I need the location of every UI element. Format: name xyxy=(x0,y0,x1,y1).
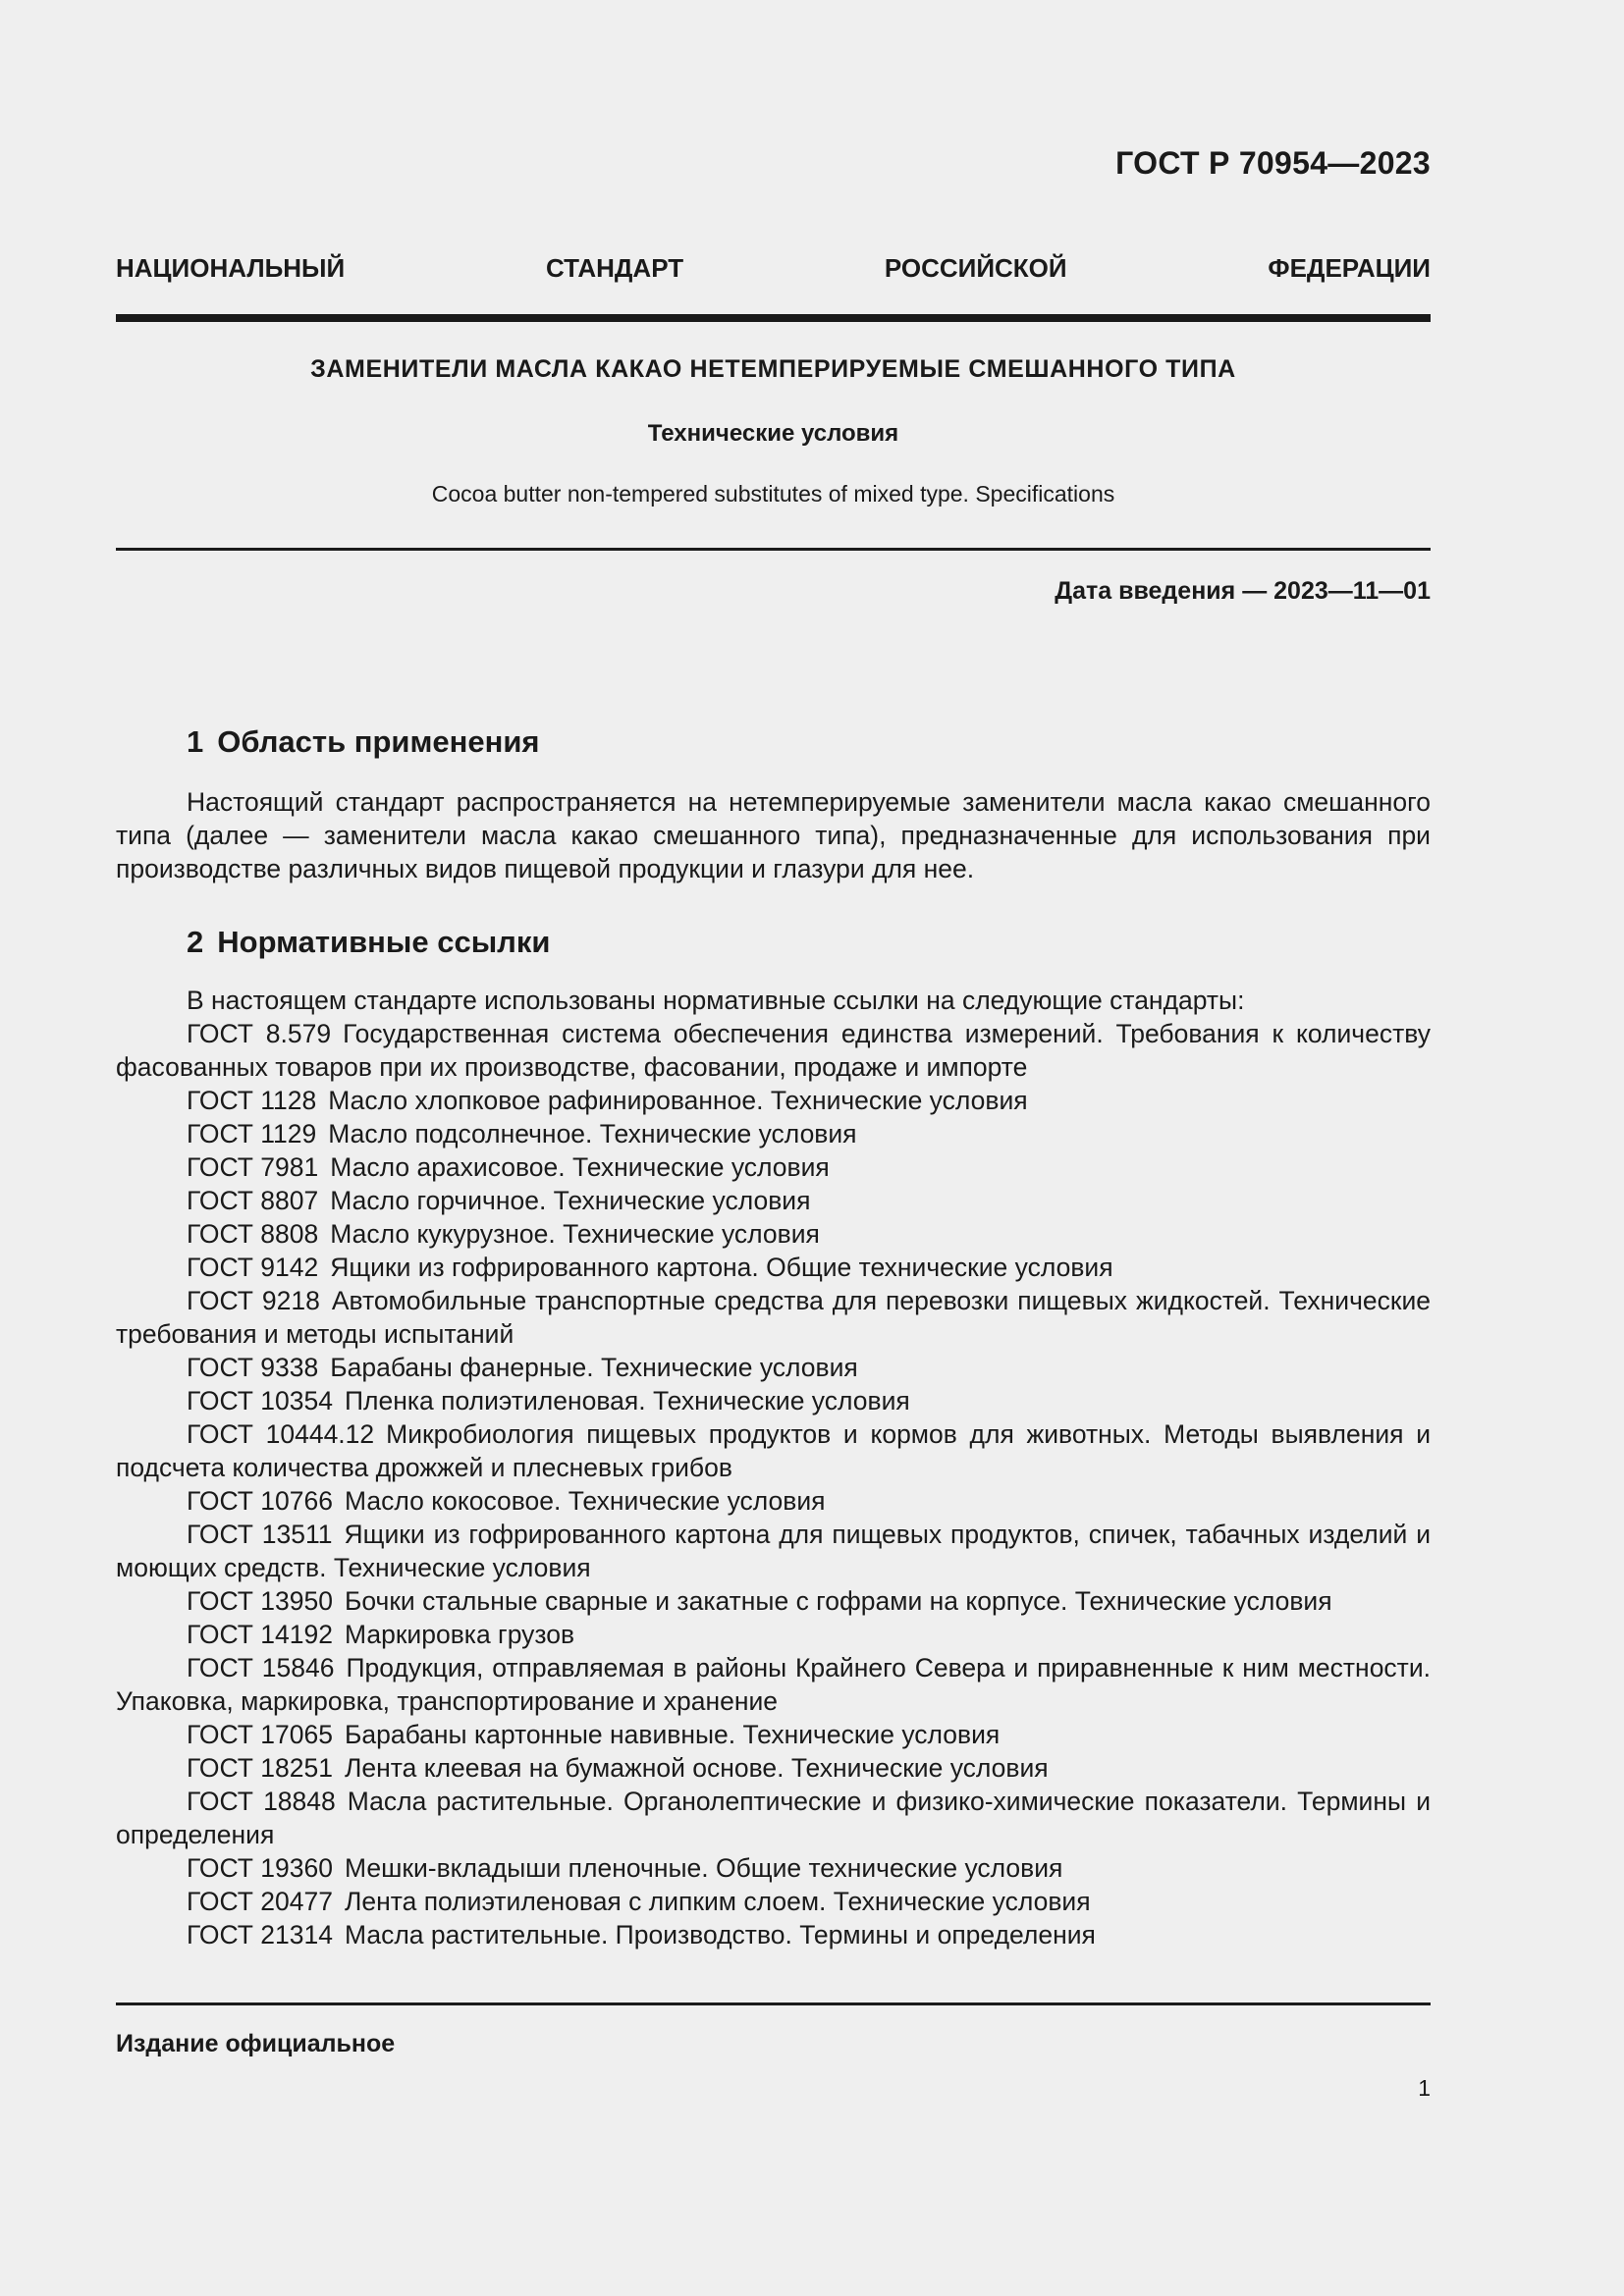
reference-item xyxy=(116,1618,1431,1651)
reference-item xyxy=(116,1885,1431,1918)
reference-title: Ящики из гофрированного картона для пищевых продуктов, спичек, табачных изделий и моющих средств. Технические условия xyxy=(116,1520,1431,1582)
reference-title: Масло арахисовое. Технические условия xyxy=(330,1152,830,1182)
reference-code: ГОСТ 14192 xyxy=(187,1620,333,1649)
reference-item xyxy=(116,1117,1431,1150)
reference-code: ГОСТ 9142 xyxy=(187,1253,319,1282)
reference-item xyxy=(116,1918,1431,1951)
national-standard-text: НАЦИОНАЛЬНЫЙ СТАНДАРТ РОССИЙСКОЙ ФЕДЕРАЦИИ xyxy=(116,253,1431,283)
reference-code: ГОСТ 15846 xyxy=(187,1653,335,1682)
section-paragraph: Настоящий стандарт распространяется на нетемперируемые заменители масла какао смешанного типа (далее — заменители масла какао смешанного типа), предназначенные для использования при производстве различных видов пищевой продукции и глазури для нее. xyxy=(116,787,1431,883)
reference-code: ГОСТ 1128 xyxy=(187,1086,317,1115)
reference-code: ГОСТ 17065 xyxy=(187,1720,333,1749)
section-title xyxy=(116,925,1431,960)
reference-item xyxy=(116,1084,1431,1117)
reference-list xyxy=(116,1017,1431,1951)
reference-item xyxy=(116,1150,1431,1184)
reference-item xyxy=(116,1284,1431,1351)
reference-item xyxy=(116,1217,1431,1251)
reference-item xyxy=(116,1017,1431,1084)
reference-item xyxy=(116,1584,1431,1618)
reference-title: Пленка полиэтиленовая. Технические условия xyxy=(344,1386,910,1415)
document-english-title: Cocoa butter non-tempered substitutes of mixed type. Specifications xyxy=(431,481,1115,507)
introduction-date: Дата введения — 2023—11—01 xyxy=(1055,577,1431,605)
reference-item xyxy=(116,1251,1431,1284)
document-subtitle: Технические условия xyxy=(647,420,899,447)
reference-item xyxy=(116,1651,1431,1718)
reference-title: Масло горчичное. Технические условия xyxy=(330,1186,811,1215)
reference-title: Масло кокосовое. Технические условия xyxy=(344,1486,826,1516)
title-rule xyxy=(116,548,1431,551)
section-intro: В настоящем стандарте использованы нормативные ссылки на следующие стандарты: xyxy=(187,986,1245,1015)
reference-item xyxy=(116,1484,1431,1518)
section-scope xyxy=(116,724,1431,885)
national-standard-heading xyxy=(116,253,1431,284)
reference-code: ГОСТ 8808 xyxy=(187,1219,319,1249)
reference-title: Масло кукурузное. Технические условия xyxy=(330,1219,820,1249)
reference-code: ГОСТ 10354 xyxy=(187,1386,333,1415)
document-page xyxy=(116,0,1431,2296)
reference-code: ГОСТ 8807 xyxy=(187,1186,319,1215)
reference-title: Государственная система обеспечения единства измерений. Требования к количеству фасованных товаров при их производстве, фасовании, продаже и импорте xyxy=(116,1019,1431,1082)
section-title xyxy=(116,724,1431,760)
reference-code: ГОСТ 18848 xyxy=(187,1787,336,1816)
reference-title: Ящики из гофрированного картона. Общие технические условия xyxy=(330,1253,1113,1282)
section-title-text: Область применения xyxy=(217,724,540,759)
reference-code: ГОСТ 13511 xyxy=(187,1520,333,1549)
reference-code: ГОСТ 8.579 xyxy=(187,1019,332,1048)
reference-item xyxy=(116,1417,1431,1484)
reference-code: ГОСТ 10766 xyxy=(187,1486,333,1516)
header-rule xyxy=(116,314,1431,322)
reference-code: ГОСТ 21314 xyxy=(187,1920,333,1949)
reference-code: ГОСТ 10444.12 xyxy=(187,1419,375,1449)
reference-item xyxy=(116,1851,1431,1885)
reference-item xyxy=(116,1785,1431,1851)
reference-item xyxy=(116,1184,1431,1217)
reference-code: ГОСТ 9218 xyxy=(187,1286,320,1315)
section-normative-references xyxy=(116,925,1431,1951)
reference-title: Масла растительные. Производство. Термины и определения xyxy=(344,1920,1096,1949)
reference-title: Барабаны картонные навивные. Технические условия xyxy=(344,1720,1001,1749)
reference-title: Лента полиэтиленовая с липким слоем. Технические условия xyxy=(344,1887,1091,1916)
reference-item xyxy=(116,1718,1431,1751)
reference-title: Продукция, отправляемая в районы Крайнего Севера и приравненные к ним местности. Упаковка, маркировка, транспортирование и хранение xyxy=(116,1653,1431,1716)
reference-title: Лента клеевая на бумажной основе. Технические условия xyxy=(344,1753,1049,1783)
reference-title: Масла растительные. Органолептические и физико-химические показатели. Термины и определения xyxy=(116,1787,1431,1849)
reference-item xyxy=(116,1351,1431,1384)
reference-title: Масло подсолнечное. Технические условия xyxy=(328,1119,857,1148)
reference-code: ГОСТ 9338 xyxy=(187,1353,319,1382)
footer-rule xyxy=(116,2002,1431,2005)
reference-code: ГОСТ 18251 xyxy=(187,1753,333,1783)
reference-title: Автомобильные транспортные средства для перевозки пищевых жидкостей. Технические требования и методы испытаний xyxy=(116,1286,1432,1349)
section-number: 2 xyxy=(187,925,204,959)
reference-title: Мешки-вкладыши пленочные. Общие технические условия xyxy=(344,1853,1063,1883)
reference-title: Бочки стальные сварные и закатные с гофрами на корпусе. Технические условия xyxy=(344,1586,1332,1616)
reference-code: ГОСТ 13950 xyxy=(187,1586,333,1616)
reference-title: Микробиология пищевых продуктов и кормов для животных. Методы выявления и подсчета количества дрожжей и плесневых грибов xyxy=(116,1419,1431,1482)
reference-code: ГОСТ 20477 xyxy=(187,1887,333,1916)
reference-code: ГОСТ 1129 xyxy=(187,1119,317,1148)
standard-number: ГОСТ Р 70954—2023 xyxy=(1115,145,1431,181)
official-edition-label: Издание официальное xyxy=(116,2030,396,2057)
reference-code: ГОСТ 7981 xyxy=(187,1152,319,1182)
reference-item xyxy=(116,1751,1431,1785)
reference-title: Маркировка грузов xyxy=(344,1620,575,1649)
page-number: 1 xyxy=(1418,2075,1431,2101)
reference-code: ГОСТ 19360 xyxy=(187,1853,333,1883)
document-title: ЗАМЕНИТЕЛИ МАСЛА КАКАО НЕТЕМПЕРИРУЕМЫЕ СМЕШАННОГО ТИПА xyxy=(310,355,1236,383)
reference-title: Масло хлопковое рафинированное. Технические условия xyxy=(328,1086,1028,1115)
reference-item xyxy=(116,1384,1431,1417)
section-number: 1 xyxy=(187,724,204,759)
reference-item xyxy=(116,1518,1431,1584)
reference-title: Барабаны фанерные. Технические условия xyxy=(330,1353,858,1382)
section-title-text: Нормативные ссылки xyxy=(217,925,551,959)
